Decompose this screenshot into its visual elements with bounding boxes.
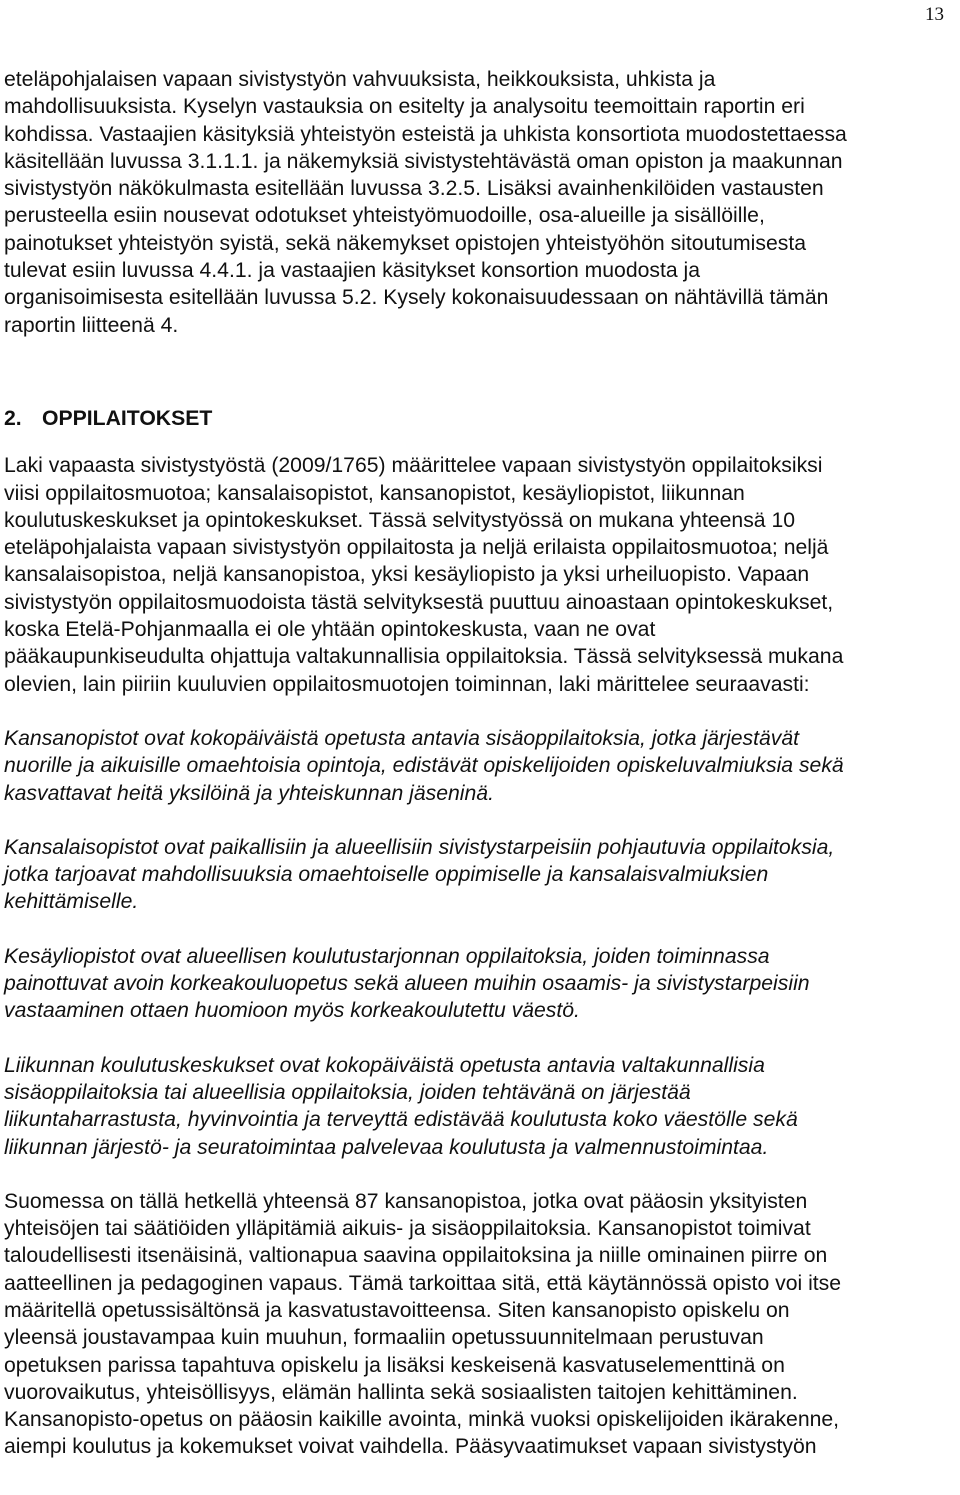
- definition-kansanopistot: Kansanopistot ovat kokopäiväistä opetusta antavia sisäoppilaitoksia, jotka järjestävät nuorille ja aikuisille omaehtoisia opintoja, edistävät opiskelijoiden opiskeluvalmiuksia sekä kasvattavat heitä yksilöinä ja yhteiskunnan jäseninä.: [4, 726, 844, 805]
- document-body: [4, 66, 954, 1461]
- definition-kesayliopistot: Kesäyliopistot ovat alueellisen koulutustarjonnan oppilaitoksia, joiden toiminnassa painottuvat avoin korkeakouluopetus sekä alueen muihin osaamis- ja sivistystarpeisiin vastaaminen ottaen huomioon myös korkeakoulutettu väestö.: [4, 944, 810, 1023]
- section-title: OPPILAITOKSET: [42, 406, 213, 430]
- definition-liikunnan-koulutuskeskukset: Liikunnan koulutuskeskukset ovat kokopäiväistä opetusta antavia valtakunnallisia sisäoppilaitoksia tai alueellisia oppilaitoksia, joiden tehtävänä on järjestää liikuntaharrastusta, hyvinvointia ja terveyttä edistävää koulutusta koko väestölle sekä liikunnan järjestö- ja seuratoimintaa palvelevaa koulutusta ja valmennustoimintaa.: [4, 1053, 798, 1159]
- definition-kansalaisopistot: Kansalaisopistot ovat paikallisiin ja alueellisiin sivistystarpeisiin pohjautuvia oppilaitoksia, jotka tarjoavat mahdollisuuksia omaehtoiselle oppimiselle ja kansalaisvalmiuksien kehittämiselle.: [4, 835, 835, 914]
- page-number: 13: [925, 4, 944, 25]
- section-heading: [4, 405, 954, 432]
- section-number: 2.: [4, 406, 22, 430]
- intro-paragraph: eteläpohjalaisen vapaan sivistystyön vahvuuksista, heikkouksista, uhkista ja mahdollisuuksista. Kyselyn vastauksia on esitelty ja analysoitu teemoittain raportin eri kohdissa. Vastaajien käsityksiä yhteistyön esteistä ja uhkista konsortiota muodostettaessa käsitellään luvussa 3.1.1.1. ja näkemyksiä sivistystehtävästä oman opiston ja maakunnan sivistystyön näkökulmasta esitellään luvussa 3.2.5. Lisäksi avainhenkilöiden vastausten perusteella esiin nousevat odotukset yhteistyömuodoille, osa-alueille ja sisällöille, painotukset yhteistyön syistä, sekä näkemykset opistojen yhteistyöhön sitoutumisesta tulevat esiin luvussa 4.4.1. ja vastaajien käsitykset konsortion muodosta ja organisoimisesta esitellään luvussa 5.2. Kysely kokonaisuudessaan on nähtävillä tämän raportin liitteenä 4.: [4, 68, 847, 337]
- law-paragraph: Laki vapaasta sivistystyöstä (2009/1765) määrittelee vapaan sivistystyön oppilaitoksiksi viisi oppilaitosmuotoa; kansalaisopistot, kansanopistot, kesäyliopistot, liikunnan koulutuskeskukset ja opintokeskukset. Tässä selvitystyössä on mukana yhteensä 10 eteläpohjalaista vapaan sivistystyön oppilaitosta ja neljä erilaista oppilaitosmuotoa; neljä kansalaisopistoa, neljä kansanopistoa, yksi kesäyliopisto ja yksi urheiluopisto. Vapaan sivistystyön oppilaitosmuodoista tästä selvityksestä puuttuu ainoastaan opintokeskukset, koska Etelä-Pohjanmaalla ei ole yhtään opintokeskusta, vaan ne ovat pääkaupunkiseudulta ohjattuja valtakunnallisia oppilaitoksia. Tässä selvityksessä mukana olevien, lain piiriin kuuluvien oppilaitosmuotojen toiminnan, laki märittelee seuraavasti:: [4, 454, 844, 696]
- closing-paragraph: Suomessa on tällä hetkellä yhteensä 87 kansanopistoa, jotka ovat pääosin yksityisten yhteisöjen tai säätiöiden ylläpitämiä aikuis- ja sisäoppilaitoksia. Kansanopistot toimivat taloudellisesti itsenäisinä, valtionapua saavina oppilaitoksina ja niille ominainen piirre on aatteellinen ja pedagoginen vapaus. Tämä tarkoittaa sitä, että käytännössä opisto voi itse määritellä opetussisältönsä ja kasvatustavoitteensa. Siten kansanopisto opiskelu on yleensä joustavampaa kuin muuhun, formaaliin opetussuunnitelmaan perustuvan opetuksen parissa tapahtuva opiskelu ja lisäksi keskeisenä kasvatuselementtinä on vuorovaikutus, yhteisöllisyys, elämän hallinta sekä sosiaalisten taitojen kehittäminen. Kansanopisto-opetus on pääosin kaikille avointa, minkä vuoksi opiskelijoiden ikärakenne, aiempi koulutus ja kokemukset voivat vaihdella. Pääsyvaatimukset vapaan sivistystyön: [4, 1189, 842, 1459]
